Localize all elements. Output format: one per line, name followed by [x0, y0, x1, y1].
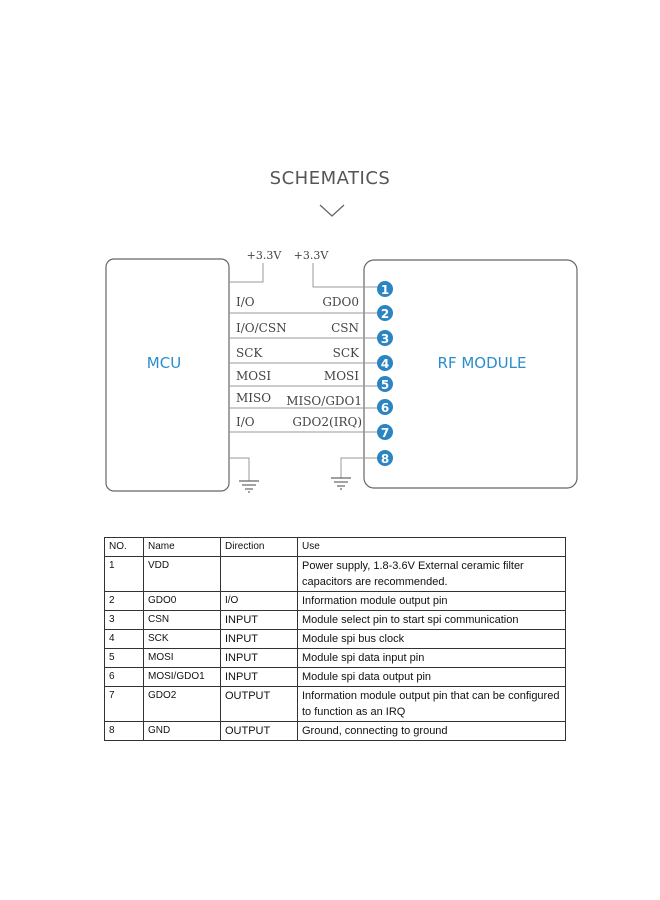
header-use: Use	[298, 538, 566, 557]
cell-direction: I/O	[221, 592, 298, 611]
cell-use: Power supply, 1.8-3.6V External ceramic filter capacitors are recommended.	[298, 557, 566, 592]
table-row	[105, 611, 566, 630]
module-signal-5: MISO/GDO1	[286, 394, 362, 408]
supply-label-mcu: +3.3V	[246, 249, 282, 262]
ground-line-mcu	[229, 458, 249, 481]
pin-badge-1	[377, 281, 393, 297]
cell-direction: INPUT	[221, 649, 298, 668]
cell-name: GDO2	[144, 687, 221, 722]
cell-no: 1	[105, 557, 144, 592]
rf-module-box	[364, 260, 577, 488]
mcu-signal-1: I/O	[236, 295, 255, 309]
cell-direction	[221, 557, 298, 592]
cell-use: Module spi data input pin	[298, 649, 566, 668]
pin-badge-8	[377, 450, 393, 466]
header-direction: Direction	[221, 538, 298, 557]
svg-text:2: 2	[380, 307, 390, 321]
mcu-signal-6: I/O	[236, 415, 255, 429]
mcu-signal-2: I/O/CSN	[236, 321, 287, 335]
cell-no: 6	[105, 668, 144, 687]
svg-text:4: 4	[380, 357, 390, 371]
pin-table	[104, 537, 566, 741]
supply-line-mcu	[229, 263, 263, 282]
svg-text:5: 5	[380, 378, 390, 392]
pin-badge-6	[377, 399, 393, 415]
cell-use: Information module output pin that can be configured to function as an IRQ	[298, 687, 566, 722]
module-signal-6: GDO2(IRQ)	[292, 415, 362, 429]
cell-name: CSN	[144, 611, 221, 630]
table-row	[105, 592, 566, 611]
ground-icon	[331, 478, 351, 489]
table-row	[105, 630, 566, 649]
cell-no: 8	[105, 722, 144, 741]
cell-direction: INPUT	[221, 611, 298, 630]
cell-name: GDO0	[144, 592, 221, 611]
rf-module-label: RF MODULE	[437, 354, 527, 372]
cell-name: VDD	[144, 557, 221, 592]
cell-no: 5	[105, 649, 144, 668]
svg-text:3: 3	[380, 332, 390, 346]
cell-no: 2	[105, 592, 144, 611]
cell-no: 4	[105, 630, 144, 649]
pin-badge-4	[377, 355, 393, 371]
schematics-title: SCHEMATICS	[269, 168, 391, 189]
table-row	[105, 722, 566, 741]
cell-direction: INPUT	[221, 668, 298, 687]
mcu-box	[106, 259, 229, 491]
pin-badge-3	[377, 330, 393, 346]
chevron-down-icon	[320, 205, 344, 216]
table-row	[105, 687, 566, 722]
cell-direction: INPUT	[221, 630, 298, 649]
cell-direction: OUTPUT	[221, 687, 298, 722]
cell-name: MOSI/GDO1	[144, 668, 221, 687]
cell-no: 3	[105, 611, 144, 630]
header-name: Name	[144, 538, 221, 557]
table-header-row	[105, 538, 566, 557]
module-signal-3: SCK	[332, 346, 359, 360]
mcu-label: MCU	[146, 354, 182, 372]
table-row	[105, 557, 566, 592]
header-no: NO.	[105, 538, 144, 557]
module-signal-4: MOSI	[323, 369, 359, 383]
cell-use: Module spi data output pin	[298, 668, 566, 687]
cell-use: Ground, connecting to ground	[298, 722, 566, 741]
svg-text:6: 6	[380, 401, 390, 415]
cell-no: 7	[105, 687, 144, 722]
cell-name: GND	[144, 722, 221, 741]
pin-badge-5	[377, 376, 393, 392]
cell-use: Module spi bus clock	[298, 630, 566, 649]
cell-use: Module select pin to start spi communication	[298, 611, 566, 630]
supply-label-module: +3.3V	[293, 249, 329, 262]
table-row	[105, 668, 566, 687]
mcu-signal-5: MISO	[236, 391, 272, 405]
pin-badge-7	[377, 424, 393, 440]
module-signal-2: CSN	[331, 321, 359, 335]
cell-name: SCK	[144, 630, 221, 649]
svg-text:7: 7	[380, 426, 390, 440]
module-signal-1: GDO0	[322, 295, 359, 309]
mcu-signal-4: MOSI	[236, 369, 272, 383]
svg-text:1: 1	[380, 283, 390, 297]
mcu-signal-3: SCK	[236, 346, 263, 360]
table-row	[105, 649, 566, 668]
cell-use: Information module output pin	[298, 592, 566, 611]
cell-name: MOSI	[144, 649, 221, 668]
ground-icon	[239, 481, 259, 492]
svg-text:8: 8	[380, 452, 390, 466]
cell-direction: OUTPUT	[221, 722, 298, 741]
pin-badge-2	[377, 305, 393, 321]
